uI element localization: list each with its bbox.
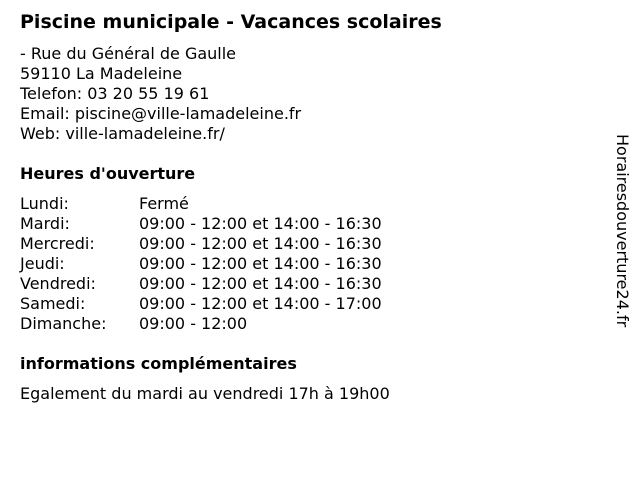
hours-row-monday xyxy=(20,194,382,214)
brand-watermark xyxy=(612,134,636,374)
time-value: 09:00 - 12:00 et 14:00 - 16:30 xyxy=(139,274,382,293)
day-label: Vendredi: xyxy=(20,274,96,293)
time-value: 09:00 - 12:00 et 14:00 - 16:30 xyxy=(139,254,382,273)
hours-row-tuesday xyxy=(20,214,382,234)
time-value: 09:00 - 12:00 xyxy=(139,314,248,333)
phone-number: Telefon: 03 20 55 19 61 xyxy=(20,84,210,103)
day-label: Mardi: xyxy=(20,214,70,233)
email-address: Email: piscine@ville-lamadeleine.fr xyxy=(20,104,302,123)
hours-row-saturday xyxy=(20,294,382,314)
day-label: Samedi: xyxy=(20,294,86,313)
info-heading: informations complémentaires xyxy=(20,354,297,373)
city: 59110 La Madeleine xyxy=(20,64,183,83)
address-block xyxy=(20,44,301,144)
hours-row-thursday xyxy=(20,254,382,274)
hours-row-wednesday xyxy=(20,234,382,254)
opening-hours-table xyxy=(20,194,382,334)
hours-heading: Heures d'ouverture xyxy=(20,164,196,183)
page-title: Piscine municipale - Vacances scolaires xyxy=(20,11,442,33)
info-text: Egalement du mardi au vendredi 17h à 19h00 xyxy=(20,384,390,403)
time-value: 09:00 - 12:00 et 14:00 - 16:30 xyxy=(139,234,382,253)
hours-row-friday xyxy=(20,274,382,294)
website: Web: ville-lamadeleine.fr/ xyxy=(20,124,225,143)
hours-row-sunday xyxy=(20,314,382,334)
time-value: 09:00 - 12:00 et 14:00 - 17:00 xyxy=(139,294,382,313)
day-label: Lundi: xyxy=(20,194,69,213)
day-label: Jeudi: xyxy=(20,254,65,273)
street-address: - Rue du Général de Gaulle xyxy=(20,44,237,63)
time-value: 09:00 - 12:00 et 14:00 - 16:30 xyxy=(139,214,382,233)
brand-label: Horairesdouverture24.fr xyxy=(613,134,632,328)
day-label: Mercredi: xyxy=(20,234,95,253)
day-label: Dimanche: xyxy=(20,314,107,333)
time-value: Fermé xyxy=(139,194,189,213)
